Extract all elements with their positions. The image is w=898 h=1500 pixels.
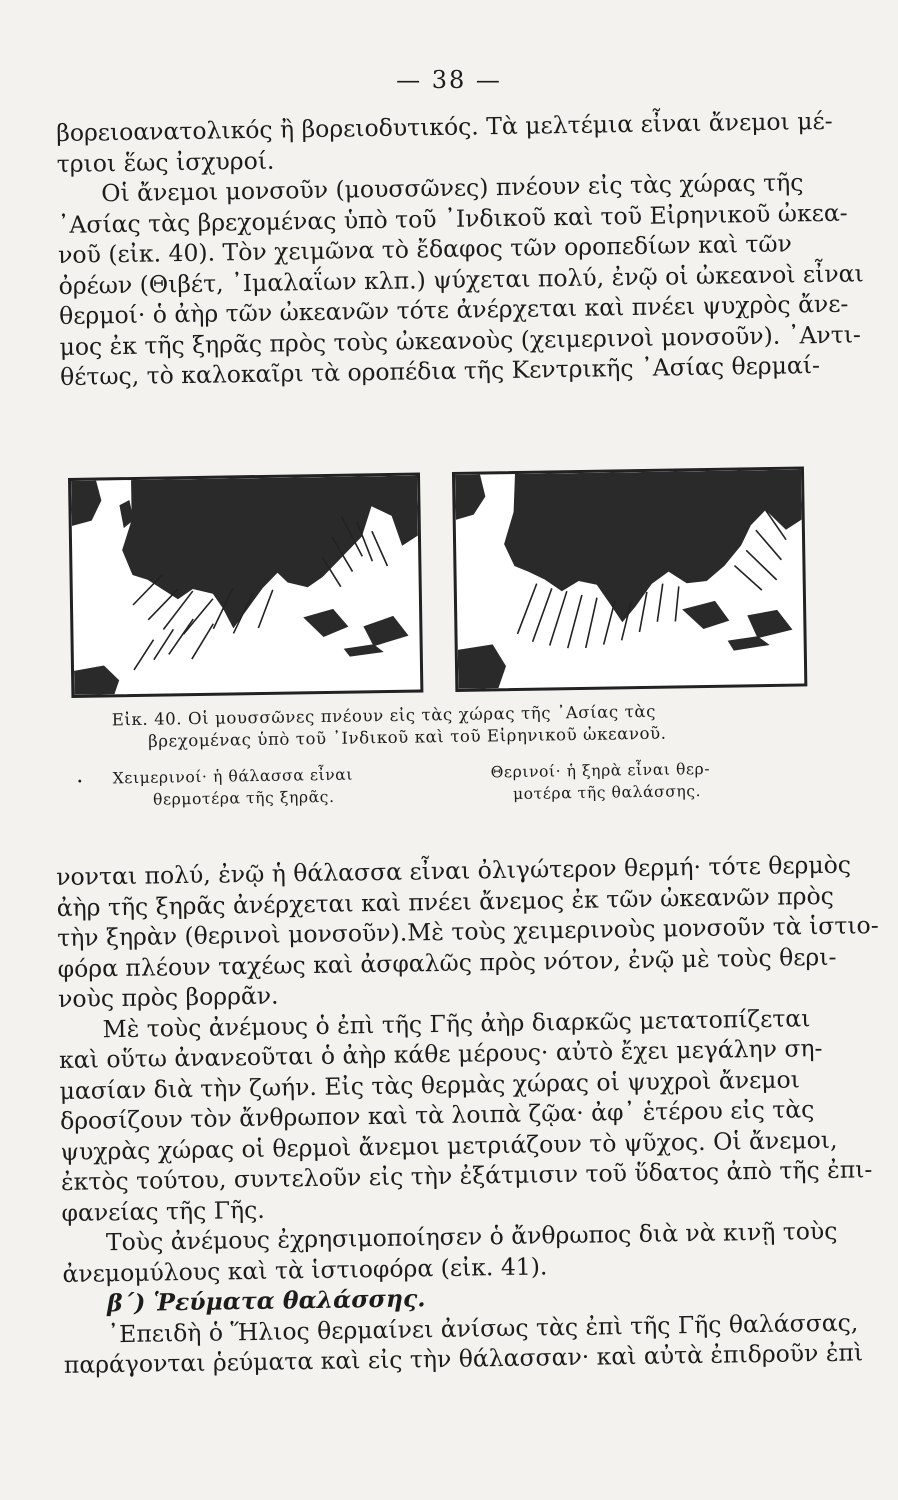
- paragraph: [57, 167, 864, 393]
- text-line: ψυχρὰς χώρας οἱ θερμοὶ ἄνεμοι μετριάζουν τὸ ψῦχος. Οἱ ἄνεμοι,: [60, 1125, 838, 1166]
- page-number: — 38 —: [396, 66, 502, 94]
- winter-monsoon-map-image: [71, 476, 420, 695]
- top-text: [56, 106, 864, 393]
- text-line: φόρα πλέουν ταχέως καὶ ἀσφαλῶς πρὸς νότον, ἐνῷ μὲ τοὺς θερι-: [57, 942, 837, 983]
- text-line: Μὲ τοὺς ἀνέμους ὁ ἐπὶ τῆς Γῆς ἀὴρ διαρκῶς μετατοπίζεται: [102, 1003, 811, 1043]
- text-line: τὴν ξηρὰν (θερινοὶ μονσοῦν).Μὲ τοὺς χειμερινοὺς μονσοῦν τὰ ἱστιο-: [56, 911, 879, 952]
- text-line: ἐκτὸς τούτου, συντελοῦν εἰς τὴν ἐξάτμισιν τοῦ ὕδατος ἀπὸ τῆς ἐπι-: [60, 1155, 873, 1196]
- note-line: Χειμερινοί· ἡ θάλασσα εἶναι: [112, 765, 354, 788]
- section-heading: β΄) Ῥεύματα θαλάσσης.: [106, 1284, 426, 1318]
- note-line: Θερινοί· ἡ ξηρὰ εἶναι θερ-: [490, 759, 711, 782]
- text-line: θέτως, τὸ καλοκαῖρι τὰ οροπέδια τῆς Κεντρικῆς ᾿Ασίας θερμαί-: [59, 351, 821, 391]
- text-line: παράγονται ῥεύματα καὶ εἰς τὴν θάλασσαν· καὶ αὐτὰ ἐπιδροῦν ἐπὶ: [63, 1338, 864, 1379]
- text-line: θερμοί· ὁ ἀὴρ τῶν ὠκεανῶν τότε ἀνέρχεται καὶ πνέει ψυχρὸς ἄνε-: [58, 289, 849, 330]
- text-line: ᾿Ασίας τὰς βρεχομένας ὑπὸ τοῦ ᾿Ινδικοῦ καὶ τοῦ Εἰρηνικοῦ ὠκεα-: [57, 198, 848, 239]
- text-line: ἀνεμομύλους καὶ τὰ ἱστιοφόρα (εἰκ. 41).: [62, 1251, 548, 1288]
- text-line: νονται πολύ, ἐνῷ ἡ θάλασσα εἶναι ὀλιγώτερον θερμή· τότε θερμὸς: [56, 850, 852, 891]
- figure-40: [68, 466, 814, 858]
- summer-monsoon-map-image: [455, 469, 804, 688]
- figure-notes: [73, 756, 814, 828]
- summer-monsoon-map: [452, 466, 807, 692]
- text-line: βορειοανατολικός ἢ βορειοδυτικός. Τὰ μελτέμια εἶναι ἄνεμοι μέ-: [56, 106, 833, 147]
- text-line: δροσίζουν τὸν ἄνθρωπον καὶ τὰ λοιπὰ ζῷα· ἀφ᾿ ἑτέρου εἰς τὰς: [59, 1095, 815, 1135]
- winter-monsoon-map: [68, 472, 423, 698]
- note-line: μοτέρα τῆς θαλάσσης.: [512, 782, 702, 804]
- text-line: μασίαν διὰ τὴν ζωήν. Εἰς τὰς θερμὰς χώρας οἱ ψυχροὶ ἄνεμοι: [59, 1064, 801, 1105]
- paragraph: [56, 850, 879, 1015]
- text-line: νοῦ (εἰκ. 40). Τὸν χειμῶνα τὸ ἔδαφος τῶν οροπεδίων καὶ τῶν: [57, 229, 793, 269]
- text-line: τριοι ἕως ἰσχυροί.: [56, 146, 275, 178]
- paragraph: [58, 1002, 873, 1228]
- bottom-text: [56, 850, 879, 1381]
- text-line: ἀὴρ τῆς ξηρᾶς ἀνέρχεται καὶ πνέει ἄνεμος ἐκ τῶν ὠκεανῶν πρὸς: [56, 881, 834, 922]
- text-line: μος ἐκ τῆς ξηρᾶς πρὸς τοὺς ὠκεανοὺς (χειμερινοὶ μονσοῦν). ᾿Αντι-: [59, 319, 862, 361]
- caption-line: Εἰκ. 40. Οἱ μουσσῶνες πνέουν εἰς τὰς χώρας τῆς ᾿Ασίας τὰς: [111, 701, 657, 730]
- note-line: θερμοτέρα τῆς ξηρᾶς.: [152, 787, 335, 809]
- text-line: Οἱ ἄνεμοι μονσοῦν (μουσσῶνες) πνέουν εἰς τὰς χώρας τῆς: [100, 168, 804, 208]
- caption-line: βρεχομένας ὑπὸ τοῦ ᾿Ινδικοῦ καὶ τοῦ Εἰρηνικοῦ ὠκεανοῦ.: [147, 723, 667, 751]
- text-line: ᾿Επειδὴ ὁ Ἥλιος θερμαίνει ἀνίσως τὰς ἐπὶ τῆς Γῆς θαλάσσας,: [107, 1307, 859, 1348]
- text-line: φανείας τῆς Γῆς.: [61, 1195, 265, 1227]
- text-line: ὀρέων (Θιβέτ, ᾿Ιμαλαΐων κλπ.) ψύχεται πολύ, ἐνῷ οἱ ὠκεανοὶ εἶναι: [58, 258, 864, 300]
- summer-note: [491, 757, 792, 806]
- paragraph: [63, 1307, 864, 1380]
- figure-caption: [112, 698, 813, 753]
- text-line: καὶ οὕτω ἀνανεοῦται ὁ ἀὴρ κάθε μέρους· αὐτὸ ἔχει μεγάλην ση-: [58, 1033, 823, 1074]
- winter-note: [76, 763, 414, 812]
- text-line: νοὺς πρὸς βορρᾶν.: [57, 981, 279, 1013]
- bullet-mark: •: [76, 776, 84, 788]
- text-line: Τοὺς ἀνέμους ἐχρησιμοποίησεν ὁ ἄνθρωπος διὰ νὰ κινῇ τοὺς: [105, 1216, 838, 1257]
